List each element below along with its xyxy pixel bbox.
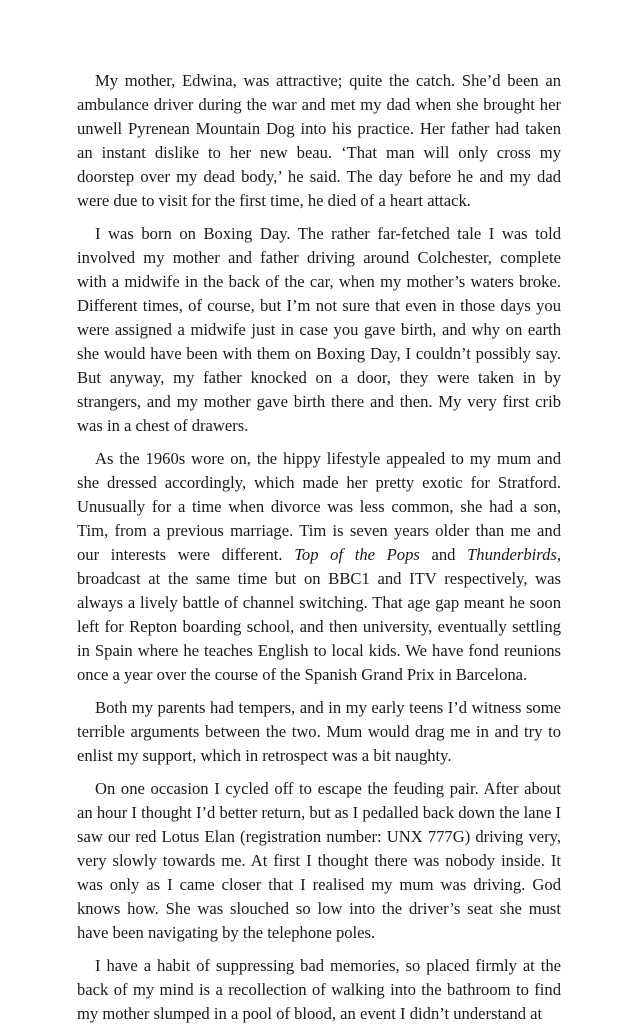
paragraph-1: My mother, Edwina, was attractive; quite the catch. She’d been an ambulance driver during the war and met my dad when she brought her unwell Pyrenean Mountain Dog into his practice. Her father had taken an instant dislike to her new beau. ‘That man will only cross my doorstep over my dead body,’ he said. The day before he and my dad were due to visit for the first time, he died of a heart attack. <box>77 71 561 210</box>
paragraph-3-text-c: , broadcast at the same time but on BBC1 and ITV respectively, was always a lively battle of channel switching. That age gap meant he soon left for Repton boarding school, and then university, eventually settling in Spain where he teaches English to local kids. We have fond reunions once a year over the course of the Spanish Grand Prix in Barcelona. <box>77 545 561 684</box>
paragraph-3-text-b: and <box>419 545 468 564</box>
paragraph-4: Both my parents had tempers, and in my early teens I’d witness some terrible arguments between the two. Mum would drag me in and try to enlist my support, which in retrospect was a bit naughty. <box>77 698 561 765</box>
paragraph-3-text-a: As the 1960s wore on, the hippy lifestyle appealed to my mum and she dressed accordingly, which made her pretty exotic for Stratford. Unusually for a time when divorce was less common, she had a son, Tim, from a previous marriage. Tim is seven years older than me and our interests were different. <box>77 449 561 564</box>
paragraph-6: I have a habit of suppressing bad memories, so placed firmly at the back of my mind is a recollection of walking into the bathroom to find my mother slumped in a pool of blood, an event I didn’t understand at <box>77 956 561 1023</box>
paragraph-2: I was born on Boxing Day. The rather far-fetched tale I was told involved my mother and father driving around Colchester, complete with a midwife in the back of the car, when my mother’s waters broke. Different times, of course, but I’m not sure that even in those days you were assigned a midwife just in case you gave birth, and why on earth she would have been with them on Boxing Day, I couldn’t possibly say. But anyway, my father knocked on a door, they were taken in by strangers, and my mother gave birth there and then. My very first crib was in a chest of drawers. <box>77 224 561 435</box>
book-page <box>77 69 561 1035</box>
italic-title-thunderbirds: Thunderbirds <box>467 545 557 564</box>
paragraph-3 <box>77 447 561 687</box>
italic-title-top-of-the-pops: Top of the Pops <box>294 545 420 564</box>
paragraph-5: On one occasion I cycled off to escape the feuding pair. After about an hour I thought I’d better return, but as I pedalled back down the lane I saw our red Lotus Elan (registration number: UNX 777G) driving very, very slowly towards me. At first I thought there was nobody inside. It was only as I came closer that I realised my mum was driving. God knows how. She was slouched so low into the driver’s seat she must have been navigating by the telephone poles. <box>77 779 561 942</box>
